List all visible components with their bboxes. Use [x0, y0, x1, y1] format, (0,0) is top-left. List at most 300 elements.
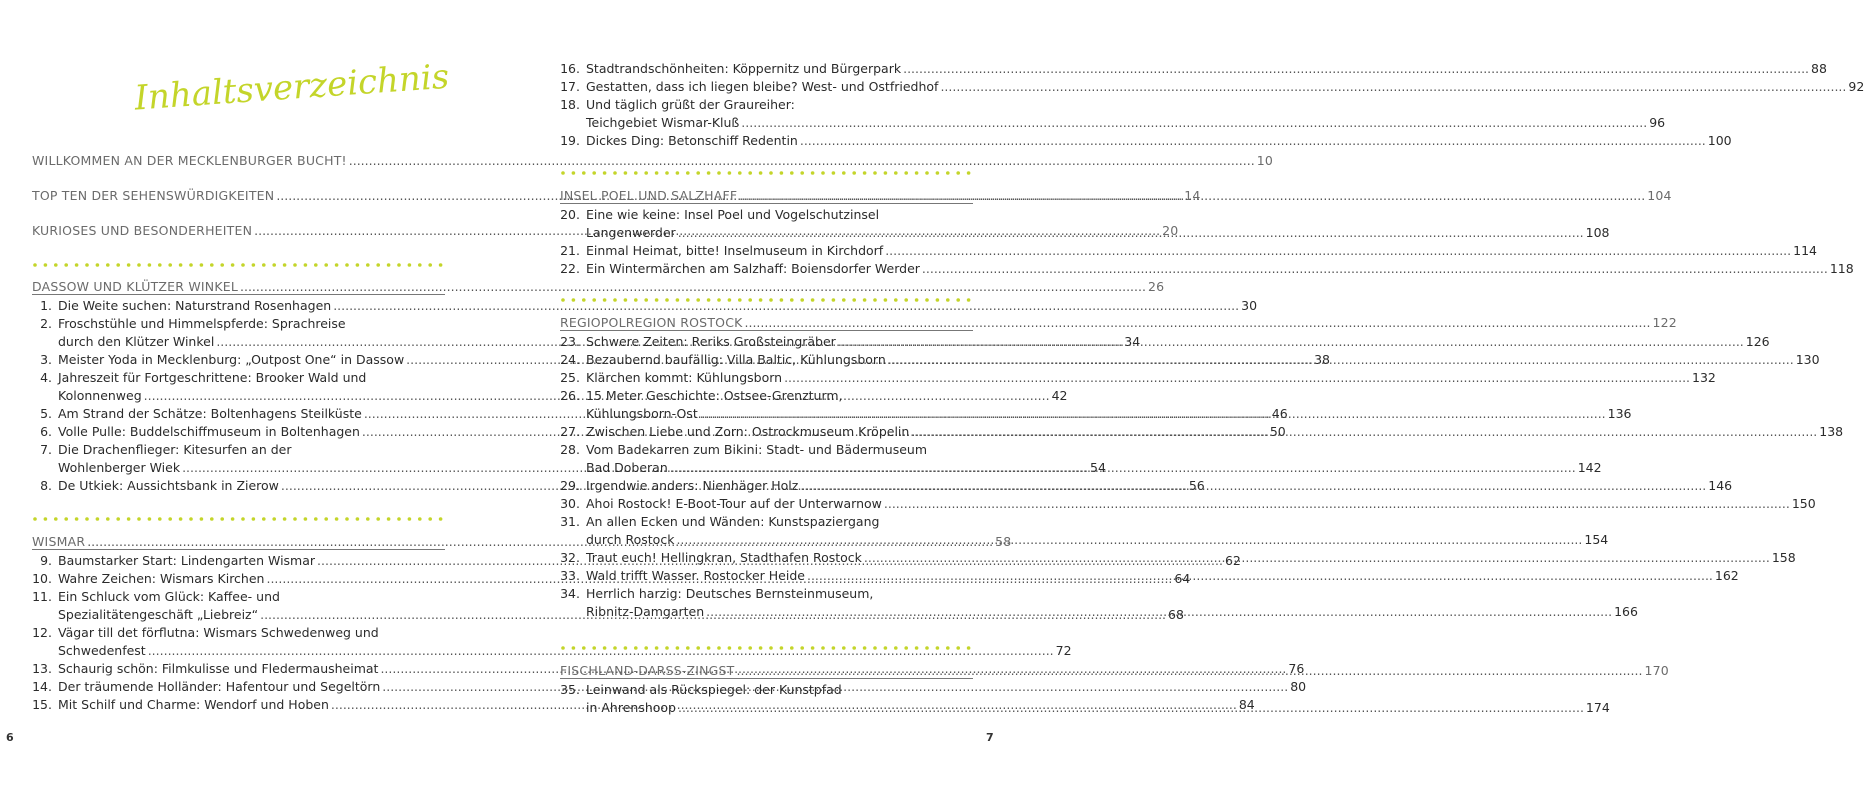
separator-dot [863, 298, 867, 302]
separator-dot [873, 171, 877, 175]
separator-dot [811, 646, 815, 650]
entry-text: Schwedenfest [58, 643, 146, 658]
page-number: 84 [1238, 697, 1255, 712]
leader-dots [922, 261, 1828, 276]
separator-dot [644, 298, 648, 302]
separator-dot [769, 171, 773, 175]
entry-text: Vägar till det förflutna: Wismars Schwedenweg und [58, 625, 379, 640]
entry-number: 4. [40, 370, 52, 385]
dotted-separator [560, 297, 973, 303]
page-number: 142 [1577, 460, 1602, 475]
entry-number: 33. [560, 568, 580, 583]
entry-text: Froschstühle und Himmelspferde: Sprachreise [58, 316, 346, 331]
toc-entry-line[interactable] [32, 313, 445, 331]
entry-number: 29. [560, 478, 580, 493]
toc-entry-line[interactable] [560, 679, 973, 697]
toc-entry[interactable] [560, 112, 1666, 130]
separator-dot [696, 298, 700, 302]
entry-text: durch Rostock [586, 532, 675, 547]
separator-dot [603, 171, 607, 175]
entry-text: Stadtrandschönheiten: Köppernitz und Bürgerpark [586, 61, 902, 76]
separator-dot [728, 298, 732, 302]
separator-dot [696, 646, 700, 650]
toc-entry-line[interactable] [32, 439, 445, 457]
entry-number: 14. [32, 679, 52, 694]
separator-dot [200, 517, 204, 521]
separator-dot [179, 263, 183, 267]
separator-dot [106, 517, 110, 521]
separator-dot [210, 263, 214, 267]
separator-dot [925, 646, 929, 650]
page-number: 54 [1090, 460, 1106, 475]
entry-text: Baumstarker Start: Lindengarten Wismar [58, 553, 316, 568]
separator-dot [884, 646, 888, 650]
entry-text: Ahoi Rostock! E-Boot-Tour auf der Unterwarnow [586, 496, 882, 511]
separator-dot [262, 263, 266, 267]
separator-dot [603, 646, 607, 650]
section-willkommen[interactable] [32, 150, 1273, 168]
leader-dots [745, 315, 1651, 330]
separator-dot [946, 646, 950, 650]
toc-entry[interactable] [560, 130, 1732, 148]
entry-number: 13. [32, 661, 52, 676]
separator-dot [759, 646, 763, 650]
entry-number: 31. [560, 514, 580, 529]
section-label: INSEL POEL UND SALZHAFF [560, 188, 738, 203]
entry-list [560, 58, 1864, 148]
separator-dot [44, 263, 48, 267]
separator-dot [272, 263, 276, 267]
page-number: 122 [1652, 315, 1677, 330]
toc-entry-line[interactable] [560, 204, 973, 222]
separator-dot [283, 517, 287, 521]
leader-dots [739, 188, 1645, 203]
separator-dot [717, 171, 721, 175]
dotted-separator [560, 645, 973, 651]
separator-dot [686, 298, 690, 302]
separator-dot [387, 263, 391, 267]
leader-dots [676, 532, 1582, 547]
separator-dot [231, 517, 235, 521]
entry-number: 7. [40, 442, 52, 457]
separator-dot [967, 171, 971, 175]
separator-dot [356, 517, 360, 521]
separator-dot [925, 171, 929, 175]
entry-text: durch den Klützer Winkel [58, 334, 215, 349]
dotted-separator [560, 170, 973, 176]
separator-dot [780, 298, 784, 302]
separator-dot [904, 298, 908, 302]
separator-dot [572, 298, 576, 302]
separator-dot [852, 171, 856, 175]
separator-dot [686, 171, 690, 175]
separator-dot [127, 517, 131, 521]
separator-dot [439, 263, 443, 267]
entry-text: Die Drachenflieger: Kitesurfen an der [58, 442, 292, 457]
separator-dot [769, 646, 773, 650]
separator-dot [967, 298, 971, 302]
separator-dot [376, 517, 380, 521]
entry-text: Teichgebiet Wismar-Kluß [586, 115, 740, 130]
separator-dot [220, 263, 224, 267]
separator-dot [241, 263, 245, 267]
page-number: 126 [1745, 334, 1770, 349]
page-number: 10 [1256, 153, 1273, 168]
separator-dot [894, 646, 898, 650]
separator-dot [915, 298, 919, 302]
separator-dot [64, 517, 68, 521]
entry-number: 21. [560, 243, 580, 258]
separator-dot [821, 298, 825, 302]
page-number: 158 [1771, 550, 1796, 565]
separator-dot [428, 263, 432, 267]
separator-dot [769, 298, 773, 302]
separator-dot [116, 517, 120, 521]
separator-dot [85, 517, 89, 521]
toc-entry[interactable] [32, 295, 1258, 313]
leader-dots [670, 460, 1576, 475]
page-number: 88 [1811, 61, 1827, 76]
separator-dot [925, 298, 929, 302]
separator-dot [707, 298, 711, 302]
entry-text: Langenwerder [586, 225, 676, 240]
entry-text: Und täglich grüßt der Graureiher: [586, 97, 795, 112]
page-number: 130 [1795, 352, 1820, 367]
toc-entry-line[interactable] [32, 367, 445, 385]
separator-dot [397, 263, 401, 267]
entry-text: Einmal Heimat, bitte! Inselmuseum in Kirchdorf [586, 243, 884, 258]
entry-number: 32. [560, 550, 580, 565]
page-number: 26 [1147, 279, 1165, 294]
toc-entry-line[interactable] [32, 586, 445, 604]
separator-dot [418, 263, 422, 267]
separator-dot [168, 263, 172, 267]
separator-dot [863, 171, 867, 175]
separator-dot [148, 517, 152, 521]
entry-text: Am Strand der Schätze: Boltenhagens Steilküste [58, 406, 362, 421]
separator-dot [252, 517, 256, 521]
separator-dot [790, 646, 794, 650]
entry-text: 15 Meter Geschichte: Ostsee-Grenzturm, [586, 388, 843, 403]
separator-dot [811, 171, 815, 175]
entry-text: Ribnitz-Damgarten [586, 604, 705, 619]
separator-dot [189, 517, 193, 521]
separator-dot [376, 263, 380, 267]
toc-entry-line[interactable] [32, 622, 445, 640]
separator-dot [613, 171, 617, 175]
separator-dot [304, 263, 308, 267]
separator-dot [634, 646, 638, 650]
toc-title-text: Inhaltsverzeichnis [133, 56, 451, 119]
separator-dot [738, 646, 742, 650]
separator-dot [873, 646, 877, 650]
page-number: 80 [1290, 679, 1307, 694]
separator-dot [54, 517, 58, 521]
separator-dot [189, 263, 193, 267]
separator-dot [241, 517, 245, 521]
separator-dot [728, 646, 732, 650]
toc-title [132, 50, 451, 120]
separator-dot [873, 298, 877, 302]
separator-dot [220, 517, 224, 521]
leader-dots [678, 225, 1584, 240]
toc-entry-line[interactable] [560, 385, 973, 403]
separator-dot [314, 517, 318, 521]
separator-dot [624, 646, 628, 650]
entry-list [560, 204, 1854, 276]
page-number: 38 [1314, 352, 1331, 367]
separator-dot [852, 298, 856, 302]
toc-entry[interactable] [560, 258, 1854, 276]
separator-dot [676, 298, 680, 302]
page-number: 72 [1055, 643, 1072, 658]
leader-dots [700, 406, 1606, 421]
separator-dot [408, 517, 412, 521]
section-label: TOP TEN DER SEHENSWÜRDIGKEITEN [32, 188, 275, 203]
separator-dot [665, 646, 669, 650]
entry-number: 22. [560, 261, 580, 276]
separator-dot [748, 298, 752, 302]
leader-dots [737, 663, 1643, 678]
section-dassow[interactable] [32, 276, 1165, 295]
section-label: KURIOSES UND BESONDERHEITEN [32, 223, 253, 238]
leader-dots [741, 115, 1647, 130]
section-poel-block [560, 185, 1854, 276]
page-number: 30 [1241, 298, 1258, 313]
page-number: 154 [1584, 532, 1609, 547]
toc-entry-line[interactable] [560, 583, 973, 601]
entry-text: Kühlungsborn-Ost [586, 406, 698, 421]
entry-number: 35. [560, 682, 580, 697]
toc-entry[interactable] [560, 240, 1817, 258]
separator-dot [717, 646, 721, 650]
separator-dot [655, 646, 659, 650]
page-number: 150 [1791, 496, 1816, 511]
page-number: 42 [1051, 388, 1068, 403]
dotted-separator [32, 516, 445, 522]
separator-dot [894, 171, 898, 175]
page-number: 58 [995, 534, 1012, 549]
separator-dot [946, 171, 950, 175]
separator-dot [127, 263, 131, 267]
separator-dot [624, 298, 628, 302]
entry-number: 19. [560, 133, 580, 148]
separator-dot [759, 298, 763, 302]
toc-entry[interactable] [560, 76, 1864, 94]
separator-dot [366, 517, 370, 521]
separator-dot [33, 517, 37, 521]
entry-number: 12. [32, 625, 52, 640]
separator-dots [32, 516, 445, 522]
separator-dot [936, 646, 940, 650]
leader-dots [807, 568, 1713, 583]
page-number: 100 [1707, 133, 1732, 148]
separator-dot [634, 298, 638, 302]
entry-text: An allen Ecken und Wänden: Kunstspaziergang [586, 514, 880, 529]
toc-entry[interactable] [560, 367, 1716, 385]
separator-dot [655, 298, 659, 302]
entry-number: 24. [560, 352, 580, 367]
separator-dot [314, 263, 318, 267]
leader-dots [678, 700, 1584, 715]
entry-number: 9. [40, 553, 52, 568]
separator-dot [821, 646, 825, 650]
separator-dot [148, 263, 152, 267]
separator-dot [345, 517, 349, 521]
page-number: 170 [1644, 663, 1669, 678]
separator-dot [324, 263, 328, 267]
separator-dot [116, 263, 120, 267]
separator-dot [272, 517, 276, 521]
separator-dot [592, 171, 596, 175]
separator-dot [842, 298, 846, 302]
entry-text: Wald trifft Wasser. Rostocker Heide [586, 568, 805, 583]
separator-dot [366, 263, 370, 267]
separator-dot [231, 263, 235, 267]
separator-dot [624, 171, 628, 175]
separator-dot [717, 298, 721, 302]
leader-dots [903, 61, 1809, 76]
leader-dots [885, 243, 1791, 258]
separator-dot [936, 171, 940, 175]
toc-entry[interactable] [560, 493, 1816, 511]
entry-text: Die Weite suchen: Naturstrand Rosenhagen [58, 298, 332, 313]
page-number: 118 [1829, 261, 1854, 276]
separator-dot [252, 263, 256, 267]
leader-dots [864, 550, 1770, 565]
entry-text: Schaurig schön: Filmkulisse und Fledermausheimat [58, 661, 379, 676]
entry-text: Ein Wintermärchen am Salzhaff: Boiensdorfer Werder [586, 261, 920, 276]
section-label: REGIOPOLREGION ROSTOCK [560, 315, 743, 330]
separator-dot [387, 517, 391, 521]
page-number: 96 [1649, 115, 1666, 130]
separator-dot [967, 646, 971, 650]
entry-number: 18. [560, 97, 580, 112]
separator-dot [335, 263, 339, 267]
separator-dot [655, 171, 659, 175]
entry-number: 15. [32, 697, 52, 712]
separator-dot [915, 646, 919, 650]
separator-dots [32, 262, 445, 268]
entry-number: 27. [560, 424, 580, 439]
separator-dot [956, 298, 960, 302]
separator-dot [748, 171, 752, 175]
separator-dot [800, 298, 804, 302]
entry-text: Spezialitätengeschäft „Liebreiz“ [58, 607, 259, 622]
page-number: 62 [1224, 553, 1241, 568]
separator-dot [283, 263, 287, 267]
entry-text: Volle Pulle: Buddelschiffmuseum in Boltenhagen [58, 424, 360, 439]
toc-entry[interactable] [560, 58, 1827, 76]
separator-dot [179, 517, 183, 521]
separator-dot [200, 263, 204, 267]
entry-number: 6. [40, 424, 52, 439]
page-number: 162 [1714, 568, 1739, 583]
separator-dot [842, 646, 846, 650]
separator-dot [397, 517, 401, 521]
separator-dot [158, 517, 162, 521]
page-number: 108 [1585, 225, 1610, 240]
separator-dot [676, 171, 680, 175]
separator-dot [759, 171, 763, 175]
entry-number: 34. [560, 586, 580, 601]
entry-text: Vom Badekarren zum Bikini: Stadt- und Bädermuseum [586, 442, 928, 457]
separator-dot [790, 171, 794, 175]
separator-dot [936, 298, 940, 302]
separator-dot [96, 263, 100, 267]
page-number: 50 [1269, 424, 1286, 439]
section-label: DASSOW UND KLÜTZER WINKEL [32, 279, 238, 294]
toc-entry-line[interactable] [560, 439, 973, 457]
separator-dot [572, 646, 576, 650]
separator-dot [137, 517, 141, 521]
leader-dots [884, 496, 1790, 511]
separator-dot [64, 263, 68, 267]
dotted-separator [32, 262, 445, 268]
entry-text: Dickes Ding: Betonschiff Redentin [586, 133, 798, 148]
toc-entry-line[interactable] [560, 511, 973, 529]
toc-entry[interactable] [32, 640, 1072, 658]
separator-dot [592, 298, 596, 302]
entry-text: Zwischen Liebe und Zorn: Ostrockmuseum Kröpelin [586, 424, 910, 439]
separator-dot [356, 263, 360, 267]
separator-dot [262, 517, 266, 521]
page-number: 136 [1607, 406, 1632, 421]
section-rostock[interactable] [560, 312, 1677, 331]
entry-number: 10. [32, 571, 52, 586]
entry-text: Traut euch! Hellingkran, Stadthafen Rostock [586, 550, 862, 565]
section-label: WISMAR [32, 534, 86, 549]
separator-dot [665, 171, 669, 175]
separator-dot [137, 263, 141, 267]
separator-dot [728, 171, 732, 175]
page-number-left: 6 [6, 731, 14, 744]
separator-dot [613, 646, 617, 650]
separator-dot [821, 171, 825, 175]
separator-dot [561, 171, 565, 175]
separator-dot [210, 517, 214, 521]
separator-dot [707, 171, 711, 175]
entry-text: Bezaubernd baufällig: Villa Baltic, Kühlungsborn [586, 352, 886, 367]
leader-dots [349, 153, 1255, 168]
separator-dot [842, 171, 846, 175]
page-number: 132 [1692, 370, 1716, 385]
entry-number: 3. [40, 352, 52, 367]
leader-dots [800, 478, 1706, 493]
separator-dot [439, 517, 443, 521]
separator-dot [324, 517, 328, 521]
separator-dot [863, 646, 867, 650]
leader-dots [240, 279, 1146, 294]
separator-dot [780, 646, 784, 650]
separator-dot [54, 263, 58, 267]
separator-dots [560, 297, 973, 303]
page-number: 166 [1614, 604, 1638, 619]
entry-text: Irgendwie anders: Nienhäger Holz [586, 478, 799, 493]
separator-dot [644, 646, 648, 650]
separator-dot [644, 171, 648, 175]
separator-dot [946, 298, 950, 302]
entry-text: Klärchen kommt: Kühlungsborn [586, 370, 783, 385]
page-number: 68 [1168, 607, 1184, 622]
separator-dot [44, 517, 48, 521]
separator-dot [293, 517, 297, 521]
separator-dot [676, 646, 680, 650]
toc-entry-line[interactable] [560, 94, 973, 112]
entry-text: Mit Schilf und Charme: Wendorf und Hoben [58, 697, 329, 712]
separator-dot [561, 298, 565, 302]
entry-text: Meister Yoda in Mecklenburg: „Outpost One“ in Dassow [58, 352, 405, 367]
